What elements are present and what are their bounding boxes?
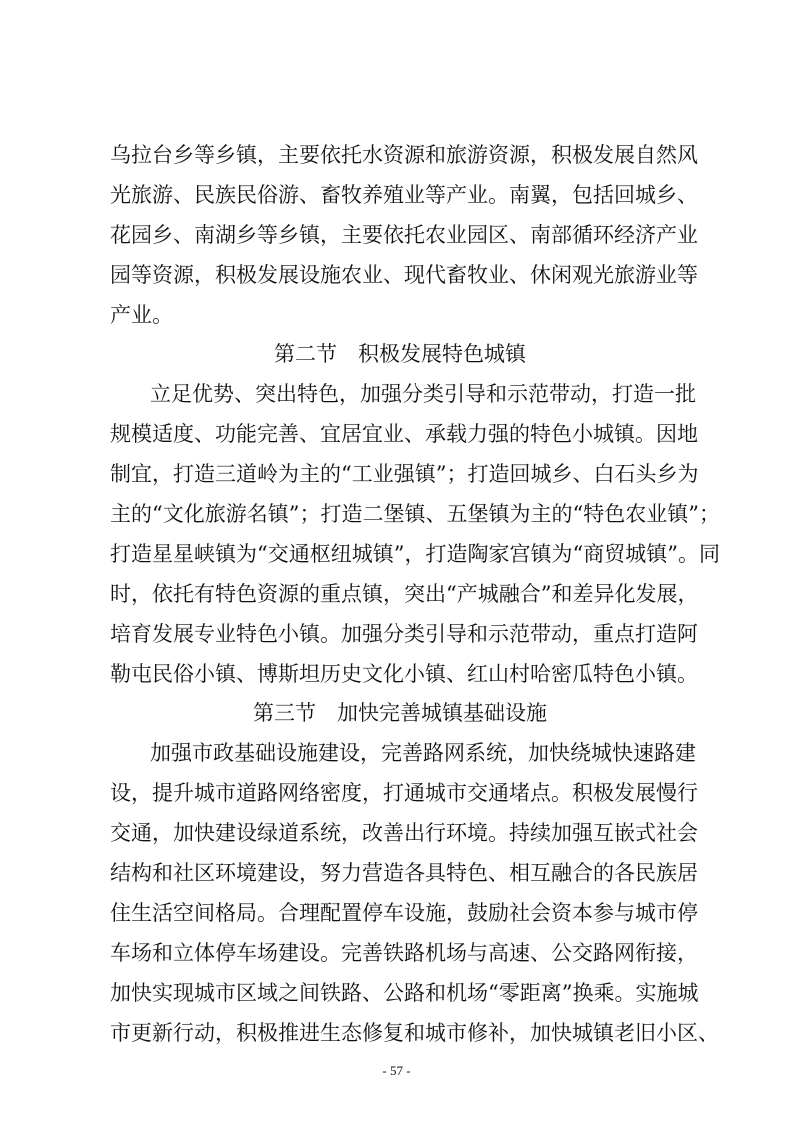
paragraph-line: 打造星星峡镇为“交通枢纽城镇”，打造陶家宫镇为“商贸城镇”。同 <box>110 542 720 566</box>
page-number: - 57 - <box>382 1063 411 1078</box>
paragraph-line: 住生活空间格局。合理配置停车设施，鼓励社会资本参与城市停 <box>110 901 698 925</box>
paragraph-line: 加快实现城市区域之间铁路、公路和机场“零距离”换乘。实施城 <box>110 981 699 1005</box>
paragraph-line: 设，提升城市道路网络密度，打通城市交通堵点。积极发展慢行 <box>110 781 698 805</box>
paragraph-line: 交通，加快建设绿道系统，改善出行环境。持续加强互嵌式社会 <box>110 821 698 845</box>
paragraph-line: 加强市政基础设施建设，完善路网系统，加快绕城快速路建 <box>150 741 696 765</box>
paragraph-line: 乌拉台乡等乡镇，主要依托水资源和旅游资源，积极发展自然风 <box>110 143 698 167</box>
paragraph-line: 车场和立体停车场建设。完善铁路机场与高速、公交路网衔接， <box>110 941 698 965</box>
paragraph-line: 产业。 <box>110 303 173 327</box>
paragraph-line: 主的“文化旅游名镇”；打造二堡镇、五堡镇为主的“特色农业镇”； <box>110 502 720 526</box>
paragraph-line: 规模适度、功能完善、宜居宜业、承载力强的特色小城镇。因地 <box>110 422 698 446</box>
paragraph-line: 制宜，打造三道岭为主的“工业强镇”；打造回城乡、白石头乡为 <box>110 462 699 486</box>
paragraph-line: 花园乡、南湖乡等乡镇，主要依托农业园区、南部循环经济产业 <box>110 223 698 247</box>
paragraph-line: 立足优势、突出特色，加强分类引导和示范带动，打造一批 <box>150 382 696 406</box>
section-heading: 第三节 加快完善城镇基础设施 <box>253 701 547 725</box>
paragraph-line: 培育发展专业特色小镇。加强分类引导和示范带动，重点打造阿 <box>110 622 698 646</box>
paragraph-line: 市更新行动，积极推进生态修复和城市修补，加快城镇老旧小区、 <box>110 1021 719 1045</box>
paragraph-line: 园等资源，积极发展设施农业、现代畜牧业、休闲观光旅游业等 <box>110 263 698 287</box>
paragraph-line: 时，依托有特色资源的重点镇，突出“产城融合”和差异化发展， <box>110 582 699 606</box>
section-heading: 第二节 积极发展特色城镇 <box>274 342 526 366</box>
paragraph-line: 光旅游、民族民俗游、畜牧养殖业等产业。南翼，包括回城乡、 <box>110 183 698 207</box>
paragraph-line: 结构和社区环境建设，努力营造各具特色、相互融合的各民族居 <box>110 861 698 885</box>
paragraph-line: 勒屯民俗小镇、博斯坦历史文化小镇、红山村哈密瓜特色小镇。 <box>110 662 698 686</box>
